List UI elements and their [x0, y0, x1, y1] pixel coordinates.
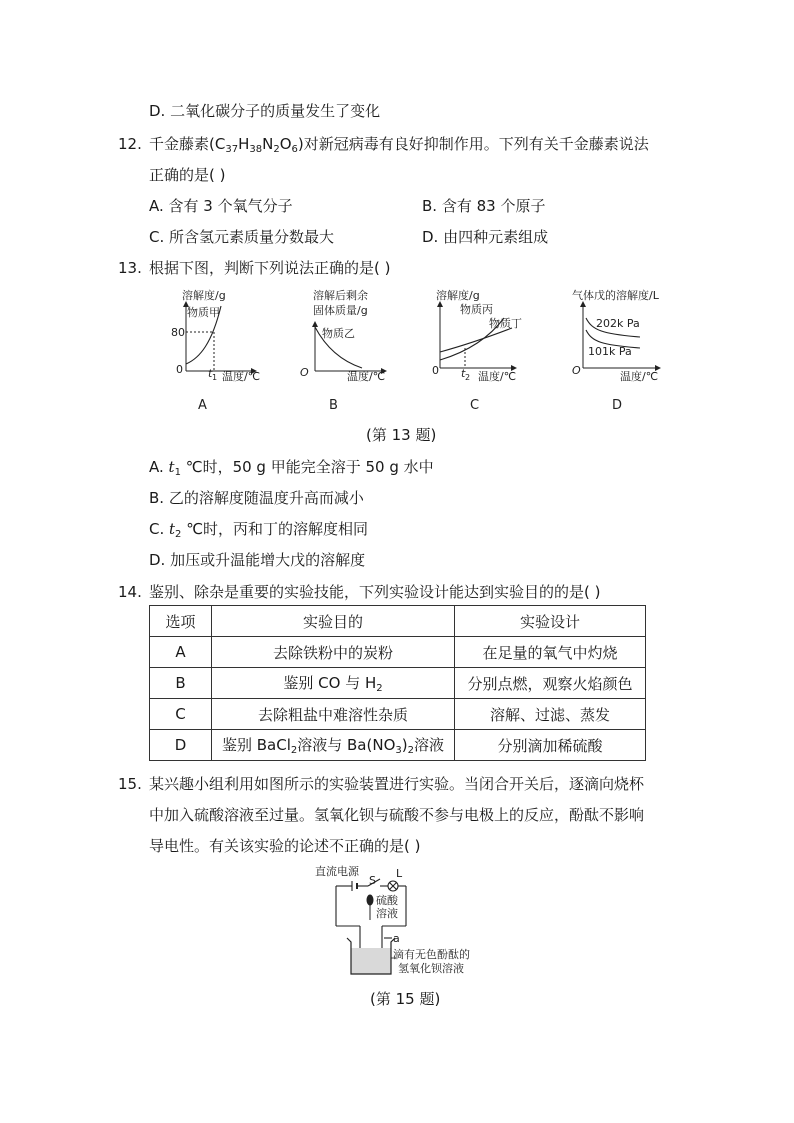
- purpose-sub: 2: [376, 683, 383, 694]
- q14-number: 14.: [118, 583, 142, 601]
- q15-stem-line3: 导电性。有关该实验的论述不正确的是( ): [149, 837, 421, 855]
- graph-a-xtick-sub: 1: [212, 373, 218, 382]
- q13-option-a-pre: A.: [149, 458, 169, 476]
- graph-c-xlabel: 温度/℃: [478, 370, 517, 383]
- table-cell-design: 分别点燃，观察火焰颜色: [455, 668, 646, 699]
- solution-label-2: 氢氧化钡溶液: [398, 962, 464, 975]
- q12-number: 12.: [118, 135, 142, 153]
- q13-number: 13.: [118, 259, 142, 277]
- q13-option-d: D. 加压或升温能增大戊的溶解度: [149, 551, 366, 569]
- graph-d-curve1-label: 202k Pa: [596, 317, 640, 330]
- acid-label-1: 硫酸: [376, 894, 398, 907]
- graph-b-origin: O: [300, 366, 309, 379]
- graph-a-ytick: 80: [171, 326, 185, 339]
- graph-a-curve-label: 物质甲: [187, 306, 220, 319]
- q12-sub-n: 2: [273, 144, 280, 155]
- beaker-solution: [351, 948, 391, 974]
- graph-b-ylabel-2: 固体质量/g: [313, 304, 368, 317]
- graph-c-letter: C: [470, 398, 480, 413]
- table-header-option: 选项: [150, 606, 212, 637]
- q11-option-d: D. 二氧化碳分子的质量发生了变化: [149, 102, 381, 120]
- q13-option-c-pre: C.: [149, 520, 170, 538]
- table-row: [150, 637, 646, 668]
- table-header-purpose: 实验目的: [212, 606, 455, 637]
- table-row: [150, 699, 646, 730]
- q13-option-a-post: ℃时，50 g 甲能完全溶于 50 g 水中: [180, 458, 434, 476]
- table-header-row: [150, 606, 646, 637]
- q12-stem-post: )对新冠病毒有良好抑制作用。下列有关千金藤素说法: [297, 135, 649, 153]
- table-row: [150, 668, 646, 699]
- q13-option-c-t: t: [169, 520, 176, 538]
- q15-stem-line1: 某兴趣小组利用如图所示的实验装置进行实验。当闭合开关后，逐滴向烧杯: [149, 775, 645, 793]
- table-cell-option: A: [150, 637, 212, 668]
- graph-a-origin: 0: [176, 363, 183, 376]
- q12-sub-c: 37: [225, 144, 239, 155]
- q12-n: N: [262, 135, 274, 153]
- q13-graphs-figure: [0, 280, 794, 420]
- graph-d-origin: O: [572, 364, 581, 377]
- purpose-sub: 3: [395, 745, 402, 756]
- electrode-label: a: [393, 932, 400, 945]
- graph-c-xtick: t: [461, 367, 466, 380]
- table-cell-purpose: 去除铁粉中的炭粉: [212, 637, 455, 668]
- q14-stem: 鉴别、除杂是重要的实验技能，下列实验设计能达到实验目的的是( ): [149, 583, 601, 601]
- q13-stem: 根据下图，判断下列说法正确的是( ): [149, 259, 391, 277]
- q14-table: [149, 605, 646, 761]
- beaker-icon: [347, 938, 396, 974]
- q12-stem-line1: [149, 134, 649, 160]
- switch-label: S: [369, 874, 376, 887]
- table-header-design: 实验设计: [455, 606, 646, 637]
- q15-caption: (第 15 题): [370, 990, 441, 1008]
- graph-c-origin: 0: [432, 364, 439, 377]
- q12-option-c: C. 所含氢元素质量分数最大: [149, 228, 335, 246]
- purpose-part: 溶液: [414, 736, 445, 754]
- graph-b-letter: B: [329, 398, 338, 413]
- q12-stem-line2: 正确的是( ): [149, 166, 226, 184]
- graph-a-letter: A: [198, 398, 207, 413]
- graph-a: [171, 288, 260, 413]
- q15-number: 15.: [118, 775, 142, 793]
- q13-option-a-t: t: [168, 458, 175, 476]
- q15-apparatus-figure: [300, 860, 500, 985]
- table-cell-option: D: [150, 730, 212, 761]
- graph-a-ylabel: 溶解度/g: [182, 289, 226, 302]
- q12-h: H: [238, 135, 250, 153]
- graph-c-curve-ding: [440, 328, 512, 352]
- table-cell-design: 溶解、过滤、蒸发: [455, 699, 646, 730]
- purpose-sub: 2: [290, 745, 298, 756]
- graph-c-curve1-label: 物质丙: [460, 303, 493, 316]
- dropper-icon: [367, 895, 373, 920]
- table-cell-design: 分别滴加稀硫酸: [455, 730, 646, 761]
- table-cell-purpose: 去除粗盐中难溶性杂质: [212, 699, 455, 730]
- q12-option-d: D. 由四种元素组成: [422, 228, 549, 246]
- graph-c: [432, 288, 522, 413]
- q13-option-b: B. 乙的溶解度随温度升高而减小: [149, 489, 364, 507]
- table-cell-option: B: [150, 668, 212, 699]
- graph-a-xtick: t: [208, 367, 213, 380]
- q12-sub-o: 6: [291, 144, 298, 155]
- graph-d: [572, 288, 660, 413]
- purpose-sub: 2: [407, 745, 414, 756]
- table-row: [150, 730, 646, 761]
- purpose-part: 溶液与 Ba(NO: [297, 736, 396, 754]
- table-cell-design: 在足量的氧气中灼烧: [455, 637, 646, 668]
- q12-sub-h: 38: [249, 144, 263, 155]
- q13-caption: (第 13 题): [366, 426, 437, 444]
- graph-c-xtick-sub: 2: [465, 373, 471, 382]
- q13-option-c-sub: 2: [175, 529, 182, 540]
- graph-c-ylabel: 溶解度/g: [436, 289, 480, 302]
- q13-option-a: [149, 457, 434, 483]
- table-cell-purpose: [212, 730, 455, 761]
- table-cell-purpose: [212, 668, 455, 699]
- graph-d-letter: D: [612, 398, 623, 413]
- graph-b-curve-label: 物质乙: [322, 327, 355, 340]
- graph-c-curve2-label: 物质丁: [489, 317, 522, 330]
- purpose-text: 鉴别 CO 与 H: [283, 674, 377, 692]
- graph-a-xlabel: 温度/℃: [222, 370, 261, 383]
- lamp-label: L: [396, 867, 403, 880]
- solution-label-1: 滴有无色酚酞的: [393, 948, 470, 961]
- graph-b: [300, 288, 386, 413]
- graph-d-xlabel: 温度/℃: [620, 370, 659, 383]
- purpose-part: 鉴别 BaCl: [221, 736, 291, 754]
- q13-option-c-post: ℃时，丙和丁的溶解度相同: [181, 520, 369, 538]
- purpose-part: ): [401, 736, 408, 754]
- q15-stem-line2: 中加入硫酸溶液至过量。氢氧化钡与硫酸不参与电极上的反应，酚酞不影响: [149, 806, 645, 824]
- graph-d-ylabel: 气体戊的溶解度/L: [572, 289, 659, 302]
- acid-label-2: 溶液: [376, 907, 398, 920]
- graph-d-curve2-label: 101k Pa: [588, 345, 632, 358]
- table-cell-option: C: [150, 699, 212, 730]
- q12-stem-pre: 千金藤素(C: [149, 135, 226, 153]
- q13-option-c: [149, 519, 368, 545]
- graph-b-xlabel: 温度/℃: [347, 370, 386, 383]
- q13-option-a-sub: 1: [174, 467, 181, 478]
- q12-option-a: A. 含有 3 个氧气分子: [149, 197, 293, 215]
- q12-o: O: [279, 135, 292, 153]
- q12-option-b: B. 含有 83 个原子: [422, 197, 546, 215]
- power-supply-label: 直流电源: [315, 865, 359, 878]
- graph-b-ylabel-1: 溶解后剩余: [313, 289, 368, 302]
